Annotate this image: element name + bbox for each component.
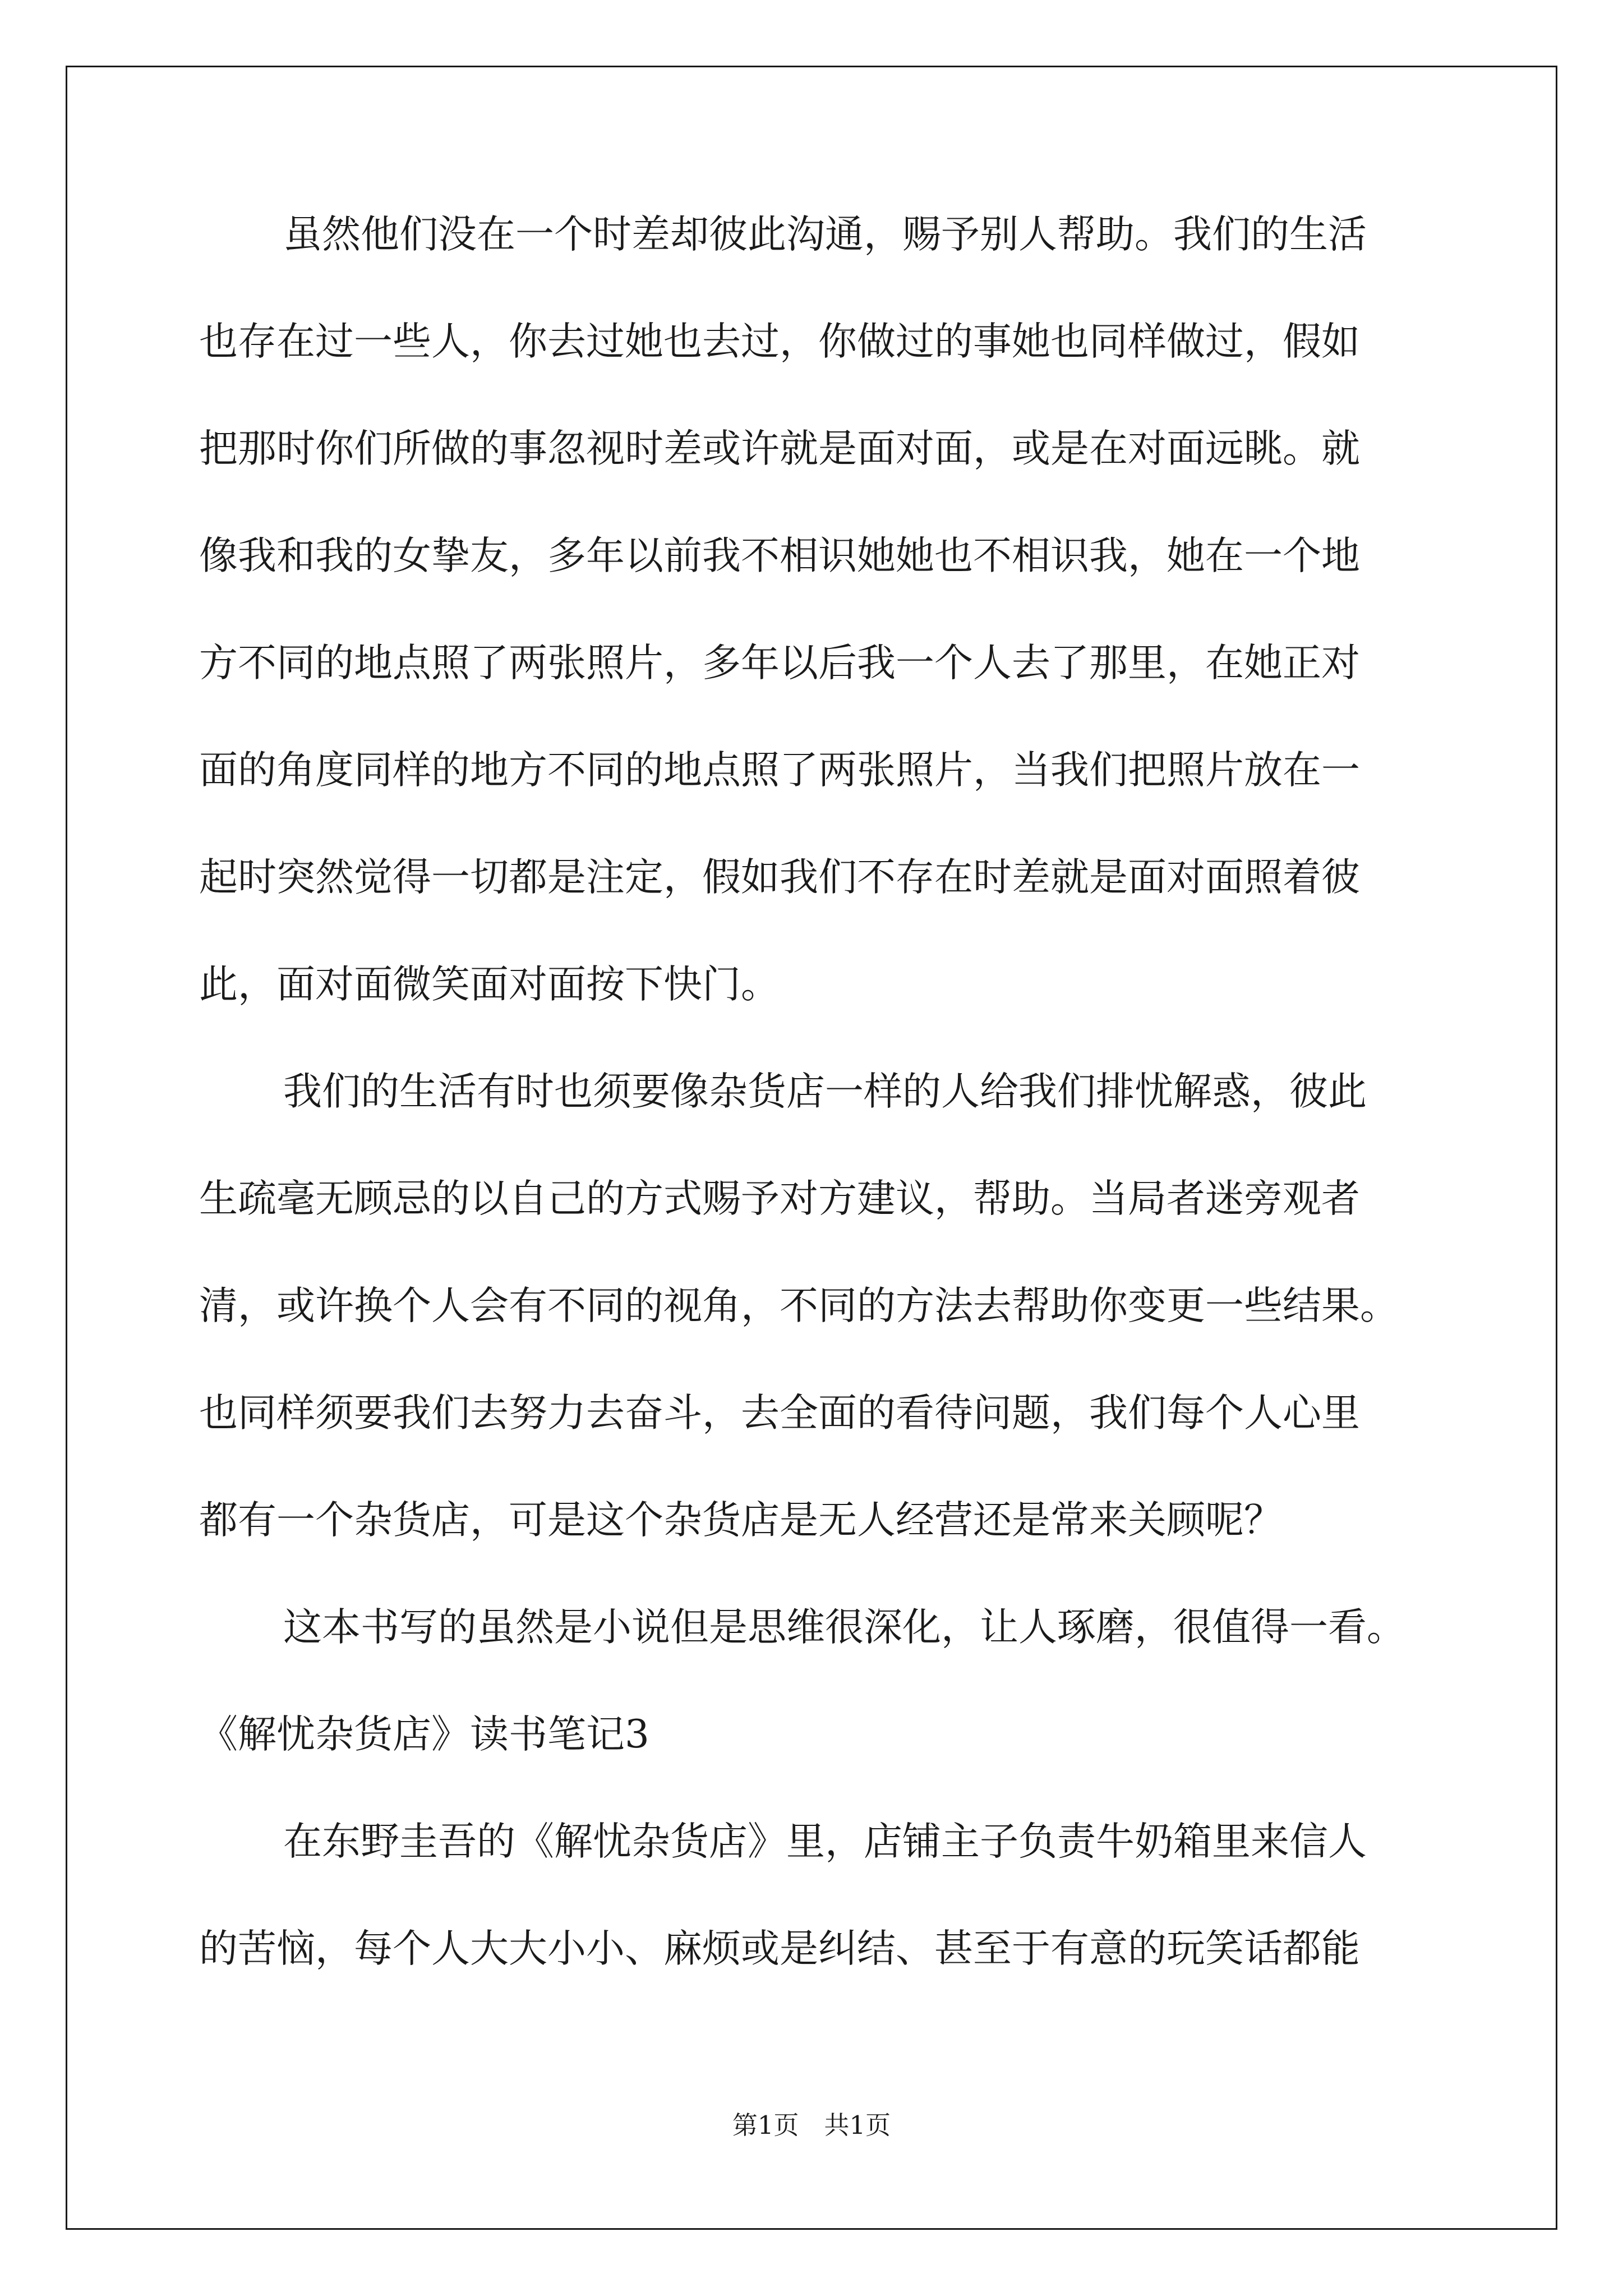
paragraph-line: 把那时你们所做的事忽视时差或许就是面对面，或是在对面远眺。就 — [199, 426, 1360, 471]
paragraph-line: 面的角度同样的地方不同的地点照了两张照片，当我们把照片放在一 — [199, 748, 1360, 793]
paragraph-line: 的苦恼，每个人大大小小、麻烦或是纠结、甚至于有意的玩笑话都能 — [199, 1926, 1360, 1971]
paragraph-line: 此，面对面微笑面对面按下快门。 — [199, 962, 780, 1007]
paragraph-line: 这本书写的虽然是小说但是思维很深化，让人琢磨，很值得一看。 — [283, 1605, 1405, 1650]
paragraph-line: 在东野圭吾的《解忧杂货店》里，店铺主子负责牛奶箱里来信人 — [283, 1819, 1367, 1864]
paragraph-line: 都有一个杂货店，可是这个杂货店是无人经营还是常来关顾呢？ — [199, 1498, 1283, 1543]
paragraph-line: 我们的生活有时也须要像杂货店一样的人给我们排忧解惑，彼此 — [283, 1069, 1367, 1114]
paragraph-line: 像我和我的女挚友，多年以前我不相识她她也不相识我，她在一个地 — [199, 533, 1360, 578]
paragraph-line: 起时突然觉得一切都是注定，假如我们不存在时差就是面对面照着彼 — [199, 855, 1360, 900]
paragraph-line: 生疏毫无顾忌的以自己的方式赐予对方建议，帮助。当局者迷旁观者 — [199, 1176, 1360, 1221]
paragraph-line: 清，或许换个人会有不同的视角，不同的方法去帮助你变更一些结果。 — [199, 1283, 1399, 1328]
paragraph-line: 也同样须要我们去努力去奋斗，去全面的看待问题，我们每个人心里 — [199, 1391, 1360, 1435]
page-number-footer: 第1页 共1页 — [732, 2110, 891, 2140]
paragraph-line: 方不同的地点照了两张照片，多年以后我一个人去了那里，在她正对 — [199, 641, 1360, 685]
page-border — [66, 66, 1557, 2230]
section-heading: 《解忧杂货店》读书笔记3 — [199, 1712, 649, 1757]
paragraph-line: 虽然他们没在一个时差却彼此沟通，赐予别人帮助。我们的生活 — [283, 212, 1367, 257]
paragraph-line: 也存在过一些人，你去过她也去过，你做过的事她也同样做过，假如 — [199, 319, 1360, 364]
